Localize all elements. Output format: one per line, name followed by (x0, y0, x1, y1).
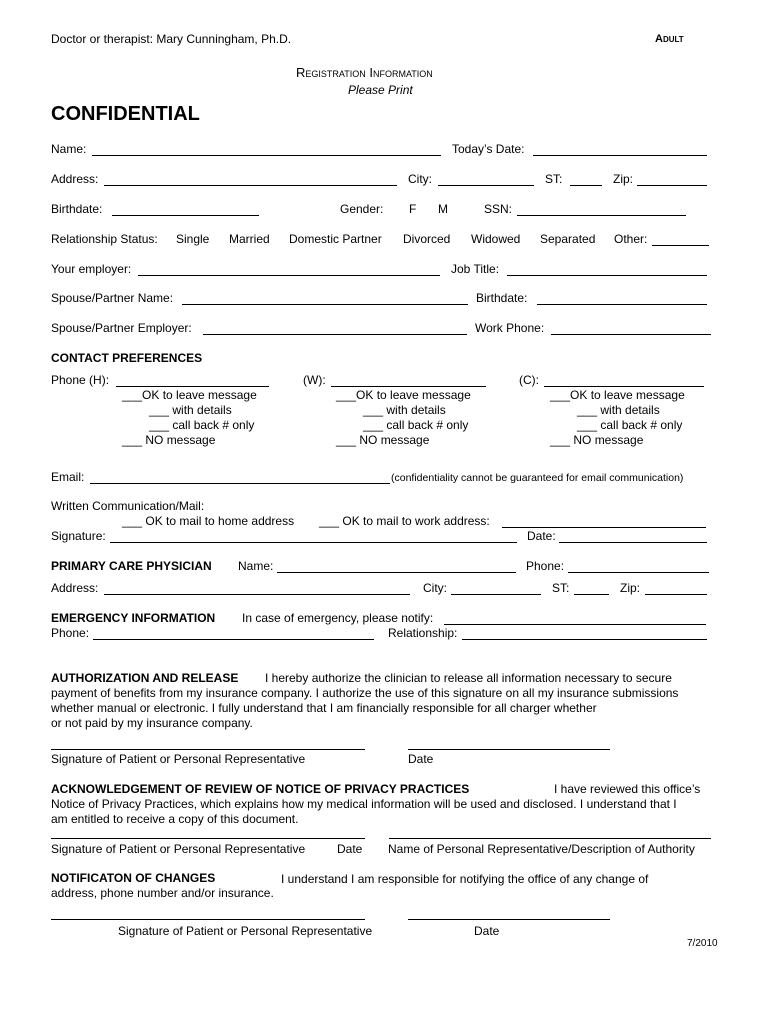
work-call-back-only[interactable]: ___ call back # only (363, 418, 469, 432)
notification-text-line2: address, phone number and/or insurance. (51, 886, 274, 900)
spouse-name-field[interactable] (182, 304, 468, 305)
home-no-message[interactable]: ___ NO message (122, 433, 216, 447)
physician-zip-field[interactable] (645, 594, 707, 595)
authorization-date-field[interactable] (408, 749, 610, 750)
emergency-contact-field[interactable] (444, 624, 706, 625)
physician-name-field[interactable] (277, 572, 516, 573)
physician-phone-field[interactable] (568, 572, 709, 573)
city-label: City: (408, 172, 432, 186)
acknowledgement-signature-label: Signature of Patient or Personal Representative (51, 842, 306, 856)
gender-label: Gender: (340, 202, 384, 216)
notification-signature-label: Signature of Patient or Personal Representative (118, 924, 373, 938)
job-title-label: Job Title: (451, 262, 500, 276)
acknowledgement-representative-label: Name of Personal Representative/Description of Authority (388, 842, 695, 856)
work-phone-field[interactable] (551, 334, 711, 335)
authorization-signature-label: Signature of Patient or Personal Representative (51, 752, 306, 766)
rel-other-field[interactable] (652, 245, 709, 246)
rel-option-domestic-partner[interactable]: Domestic Partner (289, 232, 382, 246)
spouse-name-label: Spouse/Partner Name: (51, 291, 174, 305)
name-label: Name: (51, 142, 87, 156)
rel-option-other[interactable]: Other: (614, 232, 648, 246)
work-mail-address-field[interactable] (502, 527, 706, 528)
written-communication-label: Written Communication/Mail: (51, 499, 205, 513)
st-field[interactable] (570, 185, 602, 186)
emergency-phone-field[interactable] (93, 639, 374, 640)
spouse-birthdate-label: Birthdate: (476, 291, 528, 305)
physician-address-label: Address: (51, 581, 99, 595)
rel-option-single[interactable]: Single (176, 232, 210, 246)
physician-st-field[interactable] (574, 594, 609, 595)
form-version: 7/2010 (687, 938, 718, 949)
emergency-notify-label: In case of emergency, please notify: (242, 611, 434, 625)
confidential-heading: CONFIDENTIAL (51, 103, 200, 125)
emergency-phone-label: Phone: (51, 626, 90, 640)
ssn-field[interactable] (517, 215, 686, 216)
notification-date-label: Date (474, 924, 500, 938)
spouse-employer-label: Spouse/Partner Employer: (51, 321, 192, 335)
phone-cell-field[interactable] (544, 386, 704, 387)
contact-preferences-heading: CONTACT PREFERENCES (51, 351, 203, 365)
cell-with-details[interactable]: ___ with details (577, 403, 660, 417)
doctor-name: Doctor or therapist: Mary Cunningham, Ph.D. (51, 32, 292, 46)
acknowledgement-text-line2: Notice of Privacy Practices, which explains how my medical information will be used and disclosed. I understand that I (51, 797, 677, 811)
rel-option-divorced[interactable]: Divorced (403, 232, 451, 246)
zip-field[interactable] (637, 185, 707, 186)
birthdate-field[interactable] (112, 215, 259, 216)
form-subtitle: Please Print (348, 83, 413, 97)
spouse-employer-field[interactable] (203, 334, 467, 335)
mail-date-label: Date: (527, 529, 556, 543)
notification-text-line1: I understand I am responsible for notifying the office of any change of (281, 872, 649, 886)
work-ok-leave-message[interactable]: ___OK to leave message (336, 388, 471, 402)
phone-cell-label: (C): (519, 373, 539, 387)
physician-zip-label: Zip: (620, 581, 641, 595)
cell-no-message[interactable]: ___ NO message (550, 433, 644, 447)
cell-ok-leave-message[interactable]: ___OK to leave message (550, 388, 685, 402)
ssn-label: SSN: (484, 202, 513, 216)
notification-signature-field[interactable] (51, 919, 365, 920)
address-label: Address: (51, 172, 99, 186)
home-with-details[interactable]: ___ with details (149, 403, 232, 417)
rel-option-married[interactable]: Married (229, 232, 270, 246)
home-ok-leave-message[interactable]: ___OK to leave message (122, 388, 257, 402)
phone-work-label: (W): (303, 373, 326, 387)
notification-heading: NOTIFICATON OF CHANGES (51, 871, 216, 885)
employer-label: Your employer: (51, 262, 132, 276)
mail-signature-label: Signature: (51, 529, 106, 543)
emergency-relationship-label: Relationship: (388, 626, 458, 640)
cell-call-back-only[interactable]: ___ call back # only (577, 418, 683, 432)
email-field[interactable] (90, 483, 390, 484)
physician-name-label: Name: (238, 559, 274, 573)
gender-f-option[interactable]: F (409, 202, 417, 216)
physician-address-field[interactable] (104, 594, 410, 595)
authorization-text-line4: or not paid by my insurance company. (51, 716, 253, 730)
email-note: (confidentiality cannot be guaranteed for email communication) (391, 472, 684, 484)
emergency-relationship-field[interactable] (462, 639, 707, 640)
acknowledgement-representative-field[interactable] (389, 838, 711, 839)
birthdate-label: Birthdate: (51, 202, 103, 216)
todays-date-label: Today’s Date: (452, 142, 525, 156)
primary-care-heading: PRIMARY CARE PHYSICIAN (51, 559, 212, 573)
acknowledgement-text-line1: I have reviewed this office’s (554, 782, 701, 796)
st-label: ST: (545, 172, 563, 186)
phone-home-field[interactable] (116, 386, 269, 387)
mail-signature-field[interactable] (110, 542, 517, 543)
physician-phone-label: Phone: (526, 559, 565, 573)
acknowledgement-heading: ACKNOWLEDGEMENT OF REVIEW OF NOTICE OF PRIVACY PRACTICES (51, 782, 470, 796)
todays-date-field[interactable] (533, 155, 707, 156)
relationship-status-label: Relationship Status: (51, 232, 158, 246)
authorization-text-line1: I hereby authorize the clinician to release all information necessary to secure (265, 671, 672, 685)
zip-label: Zip: (613, 172, 634, 186)
authorization-heading: AUTHORIZATION AND RELEASE (51, 671, 239, 685)
phone-work-field[interactable] (331, 386, 486, 387)
authorization-text-line3: whether manual or electronic. I fully understand that I am financially responsible for all charger whether (51, 701, 597, 715)
authorization-date-label: Date (408, 752, 434, 766)
phone-home-label: Phone (H): (51, 373, 110, 387)
address-field[interactable] (104, 185, 397, 186)
gender-m-option[interactable]: M (438, 202, 448, 216)
spouse-birthdate-field[interactable] (537, 304, 707, 305)
work-with-details[interactable]: ___ with details (363, 403, 446, 417)
rel-option-separated[interactable]: Separated (540, 232, 596, 246)
acknowledgement-date-label: Date (337, 842, 363, 856)
acknowledgement-text-line3: am entitled to receive a copy of this document. (51, 812, 299, 826)
rel-option-widowed[interactable]: Widowed (471, 232, 521, 246)
acknowledgement-signature-field[interactable] (51, 838, 365, 839)
ok-mail-work-option[interactable]: ___ OK to mail to work address: (319, 514, 490, 528)
physician-st-label: ST: (552, 581, 570, 595)
ok-mail-home-option[interactable]: ___ OK to mail to home address (122, 514, 295, 528)
mail-date-field[interactable] (559, 542, 707, 543)
home-call-back-only[interactable]: ___ call back # only (149, 418, 255, 432)
job-title-field[interactable] (507, 275, 707, 276)
name-field[interactable] (92, 155, 441, 156)
physician-city-field[interactable] (451, 594, 541, 595)
city-field[interactable] (438, 185, 534, 186)
authorization-signature-field[interactable] (51, 749, 365, 750)
emergency-heading: EMERGENCY INFORMATION (51, 611, 216, 625)
physician-city-label: City: (423, 581, 447, 595)
adult-label: Adult (655, 33, 684, 45)
employer-field[interactable] (138, 275, 440, 276)
authorization-text-line2: payment of benefits from my insurance company. I authorize the use of this signature on all my insurance submissions (51, 686, 679, 700)
work-no-message[interactable]: ___ NO message (336, 433, 430, 447)
form-title: Registration Information (296, 65, 433, 80)
email-label: Email: (51, 470, 85, 484)
notification-date-field[interactable] (408, 919, 610, 920)
work-phone-label: Work Phone: (475, 321, 545, 335)
